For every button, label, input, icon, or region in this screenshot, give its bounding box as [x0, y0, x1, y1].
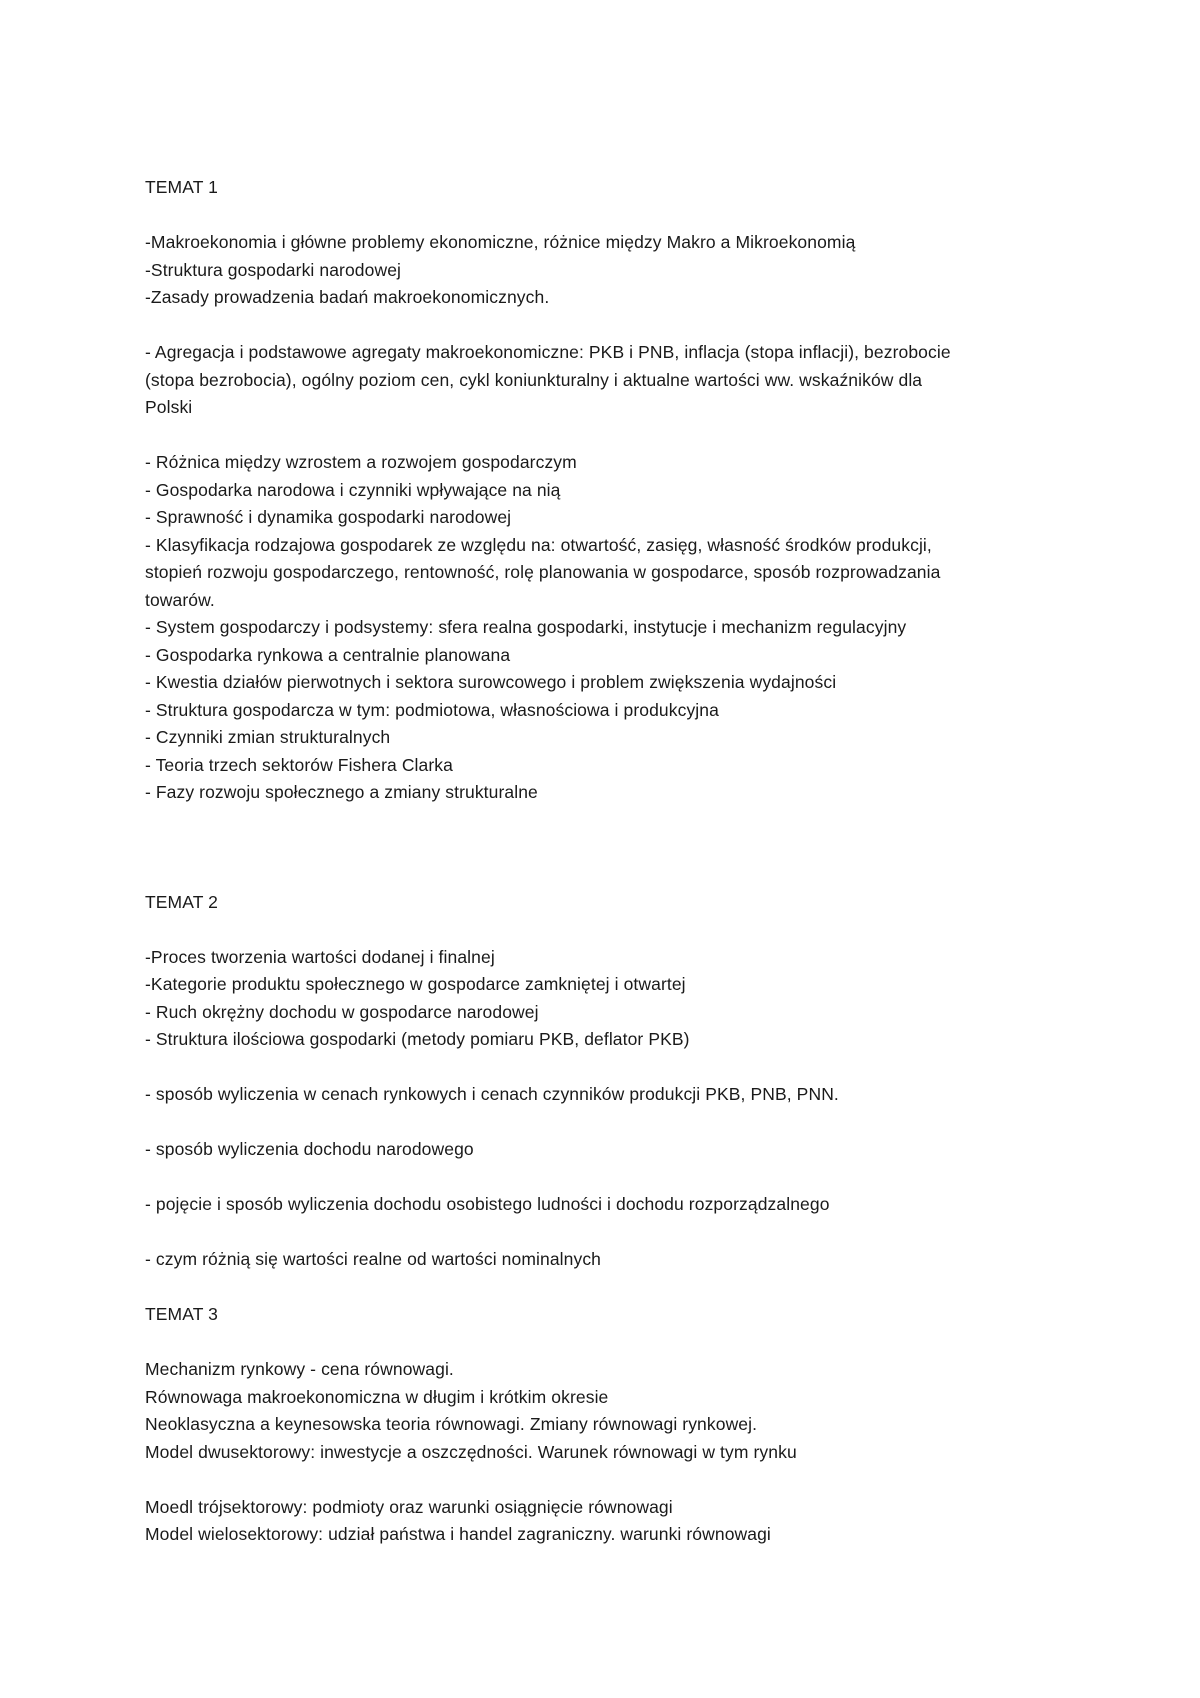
- text-line: - sposób wyliczenia w cenach rynkowych i cenach czynników produkcji PKB, PNB, PNN.: [145, 1084, 839, 1104]
- text-line: - Kwestia działów pierwotnych i sektora surowcowego i problem zwiększenia wydajności: [145, 672, 837, 692]
- text-line: - Różnica między wzrostem a rozwojem gospodarczym: [145, 452, 577, 472]
- text-line: -Makroekonomia i główne problemy ekonomiczne, różnice między Makro a Mikroekonomią: [145, 232, 856, 252]
- text-line: - Ruch okrężny dochodu w gospodarce narodowej: [145, 1001, 539, 1022]
- section-heading-1: TEMAT 1: [145, 177, 218, 197]
- text-line: - Gospodarka rynkowa a centralnie planowana: [145, 644, 511, 665]
- text-line: towarów.: [145, 589, 215, 610]
- text-line: -Struktura gospodarki narodowej: [145, 259, 402, 280]
- text-line: Polski: [145, 397, 193, 417]
- text-line: - Agregacja i podstawowe agregaty makroekonomiczne: PKB i PNB, inflacja (stopa inflacji), bezrobocie: [145, 342, 951, 362]
- text-line: Model dwusektorowy: inwestycje a oszczędności. Warunek równowagi w tym rynku: [145, 1441, 797, 1462]
- section-heading-3: TEMAT 3: [145, 1304, 218, 1324]
- text-line: - Struktura gospodarcza w tym: podmiotowa, własnościowa i produkcyjna: [145, 699, 719, 720]
- text-line: - Gospodarka narodowa i czynniki wpływające na nią: [145, 479, 561, 500]
- text-line: - Sprawność i dynamika gospodarki narodowej: [145, 507, 512, 527]
- text-line: - Czynniki zmian strukturalnych: [145, 727, 391, 747]
- text-line: stopień rozwoju gospodarczego, rentowność, rolę planowania w gospodarce, sposób rozprowadzania: [145, 562, 941, 582]
- text-line: - System gospodarczy i podsystemy: sfera realna gospodarki, instytucje i mechanizm regulacyjny: [145, 617, 907, 637]
- text-line: Moedl trójsektorowy: podmioty oraz warunki osiągnięcie równowagi: [145, 1496, 673, 1517]
- text-line: - czym różnią się wartości realne od wartości nominalnych: [145, 1249, 602, 1269]
- text-line: - sposób wyliczenia dochodu narodowego: [145, 1139, 474, 1159]
- text-line: - Fazy rozwoju społecznego a zmiany strukturalne: [145, 782, 538, 802]
- text-line: -Proces tworzenia wartości dodanej i finalnej: [145, 946, 495, 967]
- text-line: Neoklasyczna a keynesowska teoria równowagi. Zmiany równowagi rynkowej.: [145, 1414, 758, 1434]
- text-line: - Klasyfikacja rodzajowa gospodarek ze względu na: otwartość, zasięg, własność środków produkcji,: [145, 534, 932, 555]
- text-line: (stopa bezrobocia), ogólny poziom cen, cykl koniunkturalny i aktualne wartości ww. wskaźników dla: [145, 369, 923, 390]
- text-line: Mechanizm rynkowy - cena równowagi.: [145, 1359, 454, 1379]
- text-line: - Teoria trzech sektorów Fishera Clarka: [145, 754, 453, 775]
- text-line: - pojęcie i sposób wyliczenia dochodu osobistego ludności i dochodu rozporządzalnego: [145, 1194, 830, 1214]
- text-line: - Struktura ilościowa gospodarki (metody pomiaru PKB, deflator PKB): [145, 1029, 690, 1049]
- text-line: Równowaga makroekonomiczna w długim i krótkim okresie: [145, 1386, 609, 1407]
- document-page: [145, 174, 1105, 1549]
- section-heading-2: TEMAT 2: [145, 891, 218, 912]
- text-line: -Zasady prowadzenia badań makroekonomicznych.: [145, 287, 550, 307]
- text-line: -Kategorie produktu społecznego w gospodarce zamkniętej i otwartej: [145, 974, 686, 994]
- text-line: Model wielosektorowy: udział państwa i handel zagraniczny. warunki równowagi: [145, 1524, 771, 1544]
